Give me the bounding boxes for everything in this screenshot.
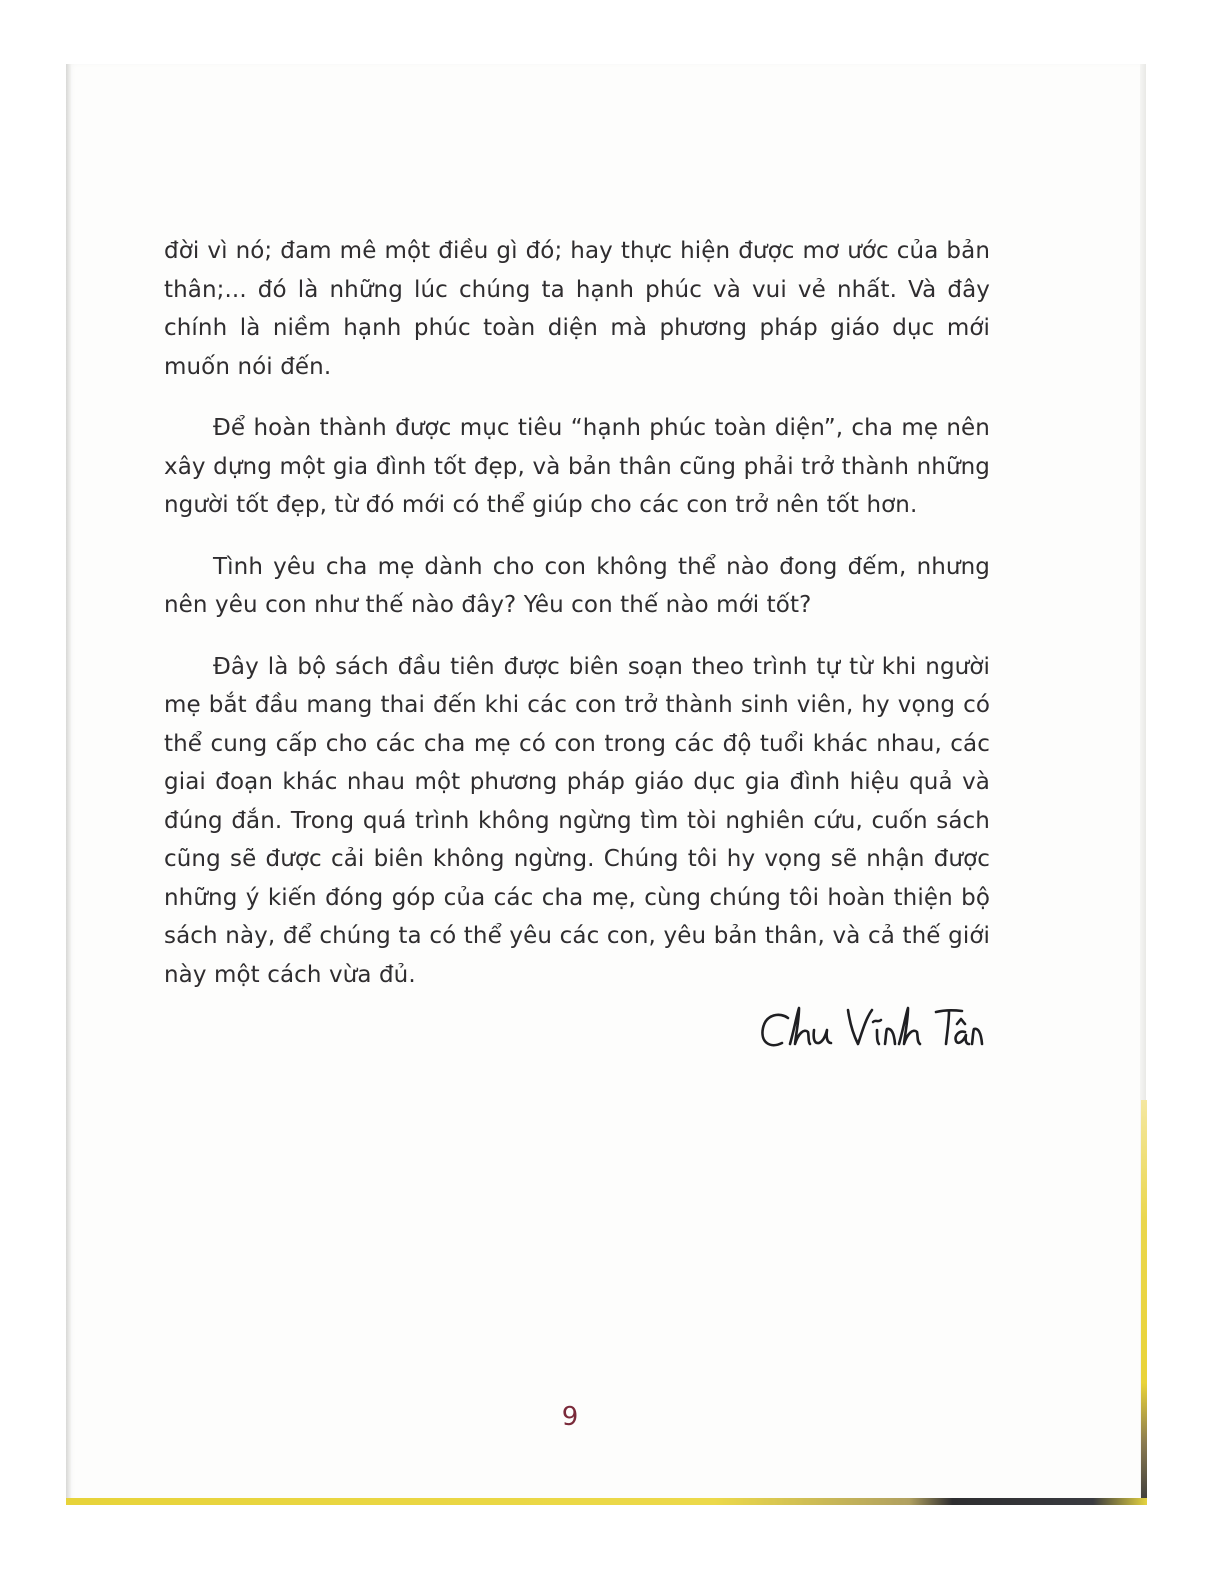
cover-edge-bottom <box>66 1498 1147 1505</box>
paragraph-continuation: đời vì nó; đam mê một điều gì đó; hay thực hiện được mơ ước của bản thân;... đó là những lúc chúng ta hạnh phúc và vui vẻ nhất. Và đây chính là niềm hạnh phúc toàn diện mà phương pháp giáo dục mới muốn nói đến. <box>164 238 990 380</box>
paragraph-happiness-goal: Để hoàn thành được mục tiêu “hạnh phúc toàn diện”, cha mẹ nên xây dựng một gia đình tốt đẹp, và bản thân cũng phải trở thành những người tốt đẹp, từ đó mới có thể giúp cho các con trở nên tốt hơn. <box>164 415 990 518</box>
page-number: 9 <box>561 1402 579 1432</box>
body-text <box>164 232 990 1017</box>
paragraph-book-series: Đây là bộ sách đầu tiên được biên soạn theo trình tự từ khi người mẹ bắt đầu mang thai đến khi các con trở thành sinh viên, hy vọng có thể cung cấp cho các cha mẹ có con trong các độ tuổi khác nhau, các giai đoạn khác nhau một phương pháp giáo dục gia đình hiệu quả và đúng đắn. Trong quá trình không ngừng tìm tòi nghiên cứu, cuốn sách cũng sẽ được cải biên không ngừng. Chúng tôi hy vọng sẽ nhận được những ý kiến đóng góp của các cha mẹ, cùng chúng tôi hoàn thiện bộ sách này, để chúng ta có thể yêu các con, yêu bản thân, và cả thế giới này một cách vừa đủ. <box>164 653 990 988</box>
paragraph-parental-love: Tình yêu cha mẹ dành cho con không thể nào đong đếm, nhưng nên yêu con như thế nào đây? Yêu con thế nào mới tốt? <box>164 553 990 618</box>
cover-edge-right <box>1141 1100 1147 1504</box>
page-left-edge <box>66 64 71 1504</box>
author-signature <box>700 1000 990 1060</box>
